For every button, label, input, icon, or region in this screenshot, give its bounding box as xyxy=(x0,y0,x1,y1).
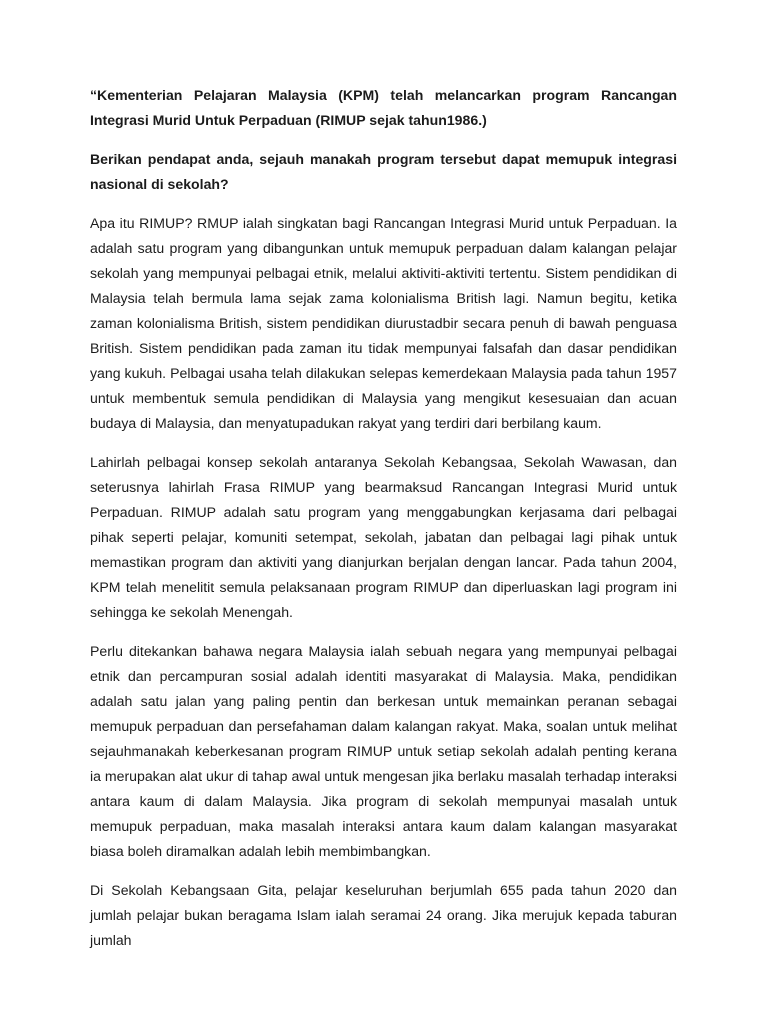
body-paragraph: Perlu ditekankan bahawa negara Malaysia ialah sebuah negara yang mempunyai pelbagai etnik dan percampuran sosial adalah identiti masyarakat di Malaysia. Maka, pendidikan adalah satu jalan yang paling pentin dan berkesan untuk memainkan peranan sebagai memupuk perpaduan dan persefahaman dalam kalangan rakyat. Maka, soalan untuk melihat sejauhmanakah keberkesanan program RIMUP untuk setiap sekolah adalah penting kerana ia merupakan alat ukur di tahap awal untuk mengesan jika berlaku masalah terhadap interaksi antara kaum di dalam Malaysia. Jika program di sekolah mempunyai masalah untuk memupuk perpaduan, maka masalah interaksi antara kaum dalam kalangan masyarakat biasa boleh diramalkan adalah lebih membimbangkan. xyxy=(90,643,677,859)
body-paragraph: Di Sekolah Kebangsaan Gita, pelajar keseluruhan berjumlah 655 pada tahun 2020 dan jumlah pelajar bukan beragama Islam ialah seramai 24 orang. Jika merujuk kepada taburan jumlah xyxy=(90,882,677,948)
question-title: “Kementerian Pelajaran Malaysia (KPM) telah melancarkan program Rancangan Integrasi Murid Untuk Perpaduan (RIMUP sejak tahun1986.) xyxy=(90,87,677,128)
question-prompt: Berikan pendapat anda, sejauh manakah program tersebut dapat memupuk integrasi nasional di sekolah? xyxy=(90,151,677,192)
document-page xyxy=(90,83,677,967)
body-paragraph: Apa itu RIMUP? RMUP ialah singkatan bagi Rancangan Integrasi Murid untuk Perpaduan. Ia adalah satu program yang dibangunkan untuk memupuk perpaduan dalam kalangan pelajar sekolah yang mempunyai pelbagai etnik, melalui aktiviti-aktiviti tertentu. Sistem pendidikan di Malaysia telah bermula lama sejak zama kolonialisma British lagi. Namun begitu, ketika zaman kolonialisma British, sistem pendidikan diurustadbir secara penuh di bawah penguasa British. Sistem pendidikan pada zaman itu tidak mempunyai falsafah dan dasar pendidikan yang kukuh. Pelbagai usaha telah dilakukan selepas kemerdekaan Malaysia pada tahun 1957 untuk membentuk semula pendidikan di Malaysia yang mengikut kesesuaian dan acuan budaya di Malaysia, dan menyatupadukan rakyat yang terdiri dari berbilang kaum. xyxy=(90,215,677,431)
body-paragraph: Lahirlah pelbagai konsep sekolah antaranya Sekolah Kebangsaa, Sekolah Wawasan, dan seterusnya lahirlah Frasa RIMUP yang bearmaksud Rancangan Integrasi Murid untuk Perpaduan. RIMUP adalah satu program yang menggabungkan kerjasama dari pelbagai pihak seperti pelajar, komuniti setempat, sekolah, jabatan dan pelbagai lagi pihak untuk memastikan program dan aktiviti yang dianjurkan berjalan dengan lancar. Pada tahun 2004, KPM telah menelitit semula pelaksanaan program RIMUP dan diperluaskan lagi program ini sehingga ke sekolah Menengah. xyxy=(90,454,677,620)
